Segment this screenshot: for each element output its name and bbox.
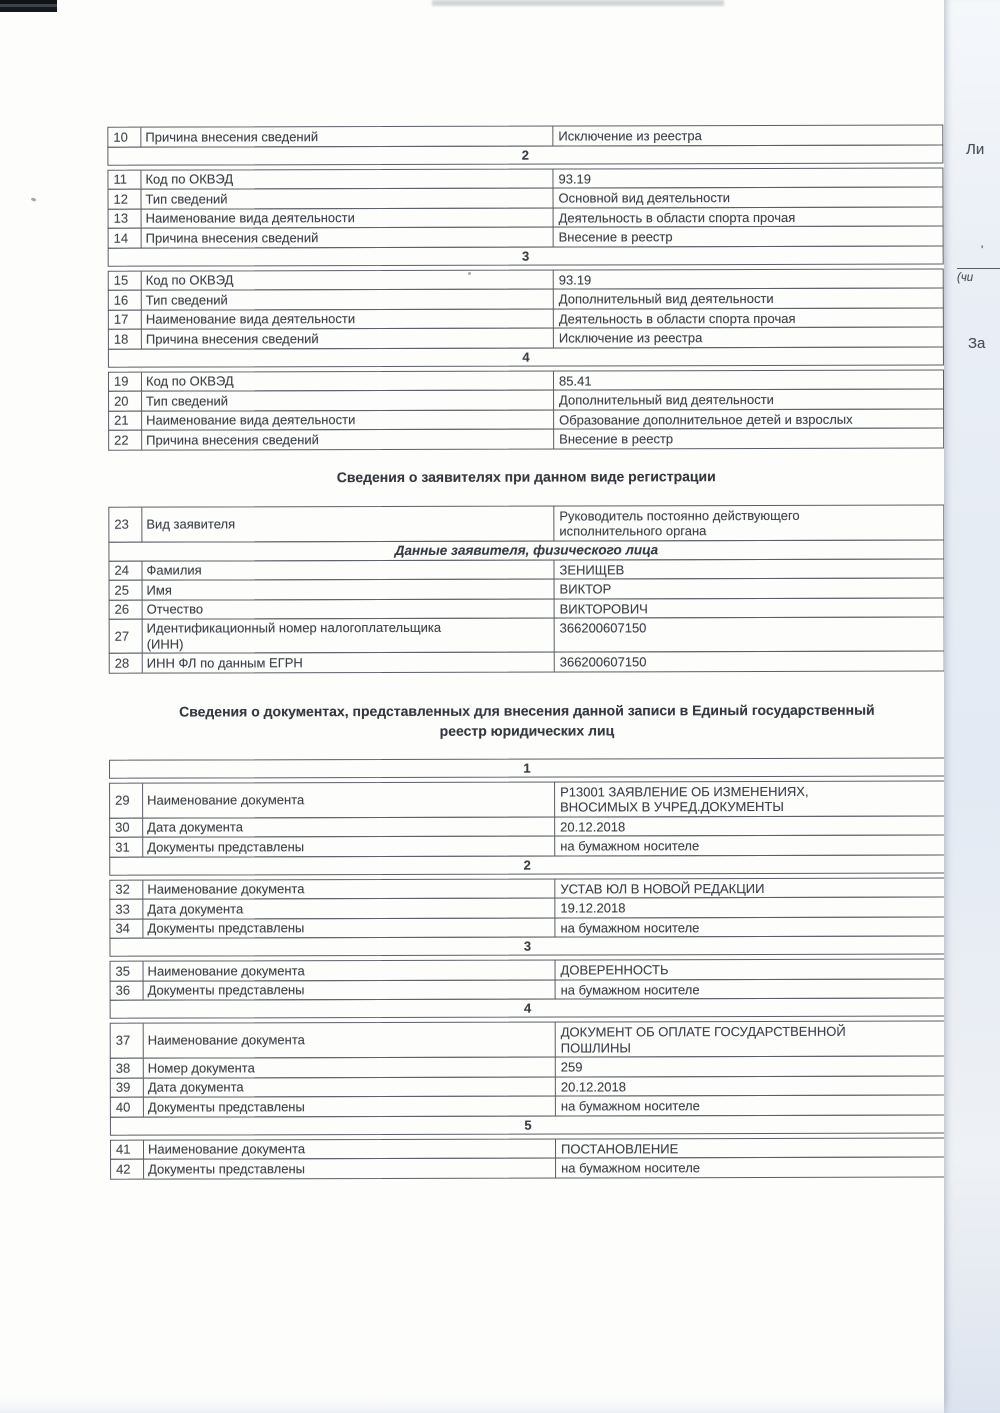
row-label: Причина внесения сведений <box>142 228 554 248</box>
row-number: 17 <box>109 310 142 329</box>
table-row <box>109 651 945 674</box>
documents-section-title-line1: Сведения о документах, представленных для внесения данной записи в Единый государственный <box>179 701 875 720</box>
table-row <box>110 1095 946 1118</box>
table-row <box>109 916 945 939</box>
row-label: Наименование документа <box>143 879 555 899</box>
table-row <box>107 187 943 210</box>
table-row <box>108 307 944 330</box>
row-number: 40 <box>111 1098 144 1117</box>
row-number: 30 <box>110 818 143 837</box>
row-label: Наименование документа <box>144 1023 556 1058</box>
table-row <box>109 835 945 858</box>
row-number: 39 <box>111 1078 144 1097</box>
row-number: 22 <box>109 431 142 450</box>
row-label: Причина внесения сведений <box>142 329 554 349</box>
row-value: ВИКТОР <box>559 581 612 597</box>
row-label: Код по ОКВЭД <box>142 270 554 290</box>
documents-table <box>109 757 946 1179</box>
row-label: Тип сведений <box>141 189 553 209</box>
row-value: Образование дополнительное детей и взрослых <box>559 411 853 428</box>
row-number: 28 <box>110 654 143 673</box>
row-number: 15 <box>109 271 142 290</box>
row-value: ЗЕНИЩЕВ <box>559 561 625 578</box>
page-bottom-shadow <box>0 1397 1000 1413</box>
row-number: 11 <box>108 170 141 189</box>
row-number: 42 <box>111 1160 144 1179</box>
row-value: Внесение в реестр <box>559 431 674 447</box>
row-value: на бумажном носителе <box>560 838 700 854</box>
row-label: Дата документа <box>144 1077 556 1097</box>
table-row <box>107 125 943 148</box>
row-number: 34 <box>110 919 143 938</box>
row-number: 10 <box>108 128 141 147</box>
row-label: Идентификационный номер налогоплательщика (ИНН) <box>143 619 555 653</box>
row-number: 24 <box>109 561 142 580</box>
table-row <box>108 327 944 350</box>
adjacent-page-text: Ли <box>966 141 985 158</box>
row-label: Наименование вида деятельности <box>142 309 554 329</box>
row-number: 20 <box>109 392 142 411</box>
row-label: Наименование документа <box>144 961 556 981</box>
table-row <box>110 1056 946 1079</box>
row-value: Исключение из реестра <box>558 128 702 144</box>
group-number-header: 2 <box>109 854 945 875</box>
row-number: 14 <box>109 229 142 248</box>
table-row <box>110 959 946 982</box>
row-value: ПОСТАНОВЛЕНИЕ <box>560 1140 679 1157</box>
row-number: 18 <box>109 330 142 349</box>
page-edge-shadow <box>944 0 1000 1413</box>
row-number: 32 <box>110 880 143 899</box>
table-row <box>108 288 944 311</box>
table-row <box>110 1021 946 1059</box>
row-number: 23 <box>109 507 142 541</box>
row-value: 93.19 <box>558 271 592 288</box>
row-number: 16 <box>109 291 142 310</box>
adjacent-page-text: За <box>968 335 986 352</box>
adjacent-page-signature-line <box>957 268 1000 269</box>
row-label: Причина внесения сведений <box>141 127 553 147</box>
applicant-data-subheader: Данные заявителя, физического лица <box>108 539 944 561</box>
row-value: 93.19 <box>558 170 592 187</box>
row-label: Документы представлены <box>144 1097 556 1117</box>
table-row <box>108 268 944 291</box>
row-value: Деятельность в области спорта прочая <box>558 310 796 327</box>
row-value: 366200607150 <box>559 654 647 670</box>
row-label: Документы представлены <box>143 837 555 857</box>
row-value: 259 <box>560 1059 583 1075</box>
row-number: 19 <box>109 372 142 391</box>
row-number: 29 <box>110 783 143 817</box>
row-number: 31 <box>110 838 143 857</box>
row-value: Внесение в реестр <box>558 229 673 245</box>
table-row <box>108 206 944 229</box>
row-value: Деятельность в области спорта прочая <box>558 209 796 226</box>
table-row <box>110 1157 946 1180</box>
row-number: 36 <box>111 981 144 1000</box>
table-row <box>108 389 944 412</box>
table-row <box>108 226 944 249</box>
row-number: 35 <box>111 962 144 981</box>
table-row <box>108 369 944 392</box>
row-value: 85.41 <box>558 372 592 389</box>
table-row <box>108 504 944 542</box>
row-number: 13 <box>109 209 142 228</box>
documents-section-title-line2: реестр юридических лиц <box>439 721 615 739</box>
row-value: 20.12.2018 <box>560 1078 626 1095</box>
row-value: на бумажном носителе <box>560 919 700 936</box>
row-label: Отчество <box>143 599 555 619</box>
row-value: УСТАВ ЮЛ В НОВОЙ РЕДАКЦИИ <box>560 880 765 897</box>
row-number: 21 <box>109 411 142 430</box>
table-row <box>108 428 944 451</box>
row-label: Наименование вида деятельности <box>142 410 554 430</box>
row-label: Код по ОКВЭД <box>142 371 554 391</box>
row-value: на бумажном носителе <box>561 1160 701 1176</box>
row-number: 25 <box>110 581 143 600</box>
row-value: на бумажном носителе <box>560 981 700 998</box>
row-value: Руководитель постоянно действующего исполнительного органа <box>559 507 800 539</box>
row-value: на бумажном носителе <box>560 1098 700 1114</box>
table-row <box>108 558 944 581</box>
row-value: 366200607150 <box>559 620 647 636</box>
adjacent-page-text: (чи <box>957 272 974 284</box>
group-number-header: 2 <box>107 144 943 165</box>
table-row <box>109 597 945 620</box>
row-label: Документы представлены <box>143 918 555 938</box>
row-value: ДОВЕРЕННОСТЬ <box>560 962 669 978</box>
table-row <box>109 617 945 654</box>
row-label: Наименование документа <box>143 782 555 817</box>
row-number: 27 <box>110 620 143 653</box>
table-row <box>110 978 946 1001</box>
row-number: 33 <box>110 900 143 919</box>
row-value: ВИКТОРОВИЧ <box>559 600 648 617</box>
row-value: 20.12.2018 <box>560 818 626 835</box>
row-value: Исключение из реестра <box>558 330 703 346</box>
group-number-header: 3 <box>109 936 945 957</box>
row-value: Основной вид деятельности <box>558 190 731 206</box>
group-number-header: 5 <box>110 1114 946 1135</box>
row-label: Фамилия <box>142 560 554 580</box>
table-row <box>109 780 945 818</box>
adjacent-page-text: ' <box>981 243 984 257</box>
applicants-table <box>108 504 944 673</box>
documents-section-title <box>109 699 945 741</box>
group-number-header: 3 <box>108 245 944 266</box>
row-label: Причина внесения сведений <box>142 430 554 450</box>
row-number: 12 <box>108 190 141 209</box>
table-row <box>110 1075 946 1098</box>
row-value: Дополнительный вид деятельности <box>558 290 774 307</box>
row-label: Код по ОКВЭД <box>141 169 553 189</box>
row-label: Наименование вида деятельности <box>142 208 554 228</box>
row-label: Имя <box>143 580 555 600</box>
row-label: Документы представлены <box>144 980 556 1000</box>
row-value: ДОКУМЕНТ ОБ ОПЛАТЕ ГОСУДАРСТВЕННОЙ ПОШЛИНЫ <box>560 1023 846 1056</box>
table-row <box>109 815 945 838</box>
group-number-header: 4 <box>110 998 946 1019</box>
row-value: Р13001 ЗАЯВЛЕНИЕ ОБ ИЗМЕНЕНИЯХ, ВНОСИМЫХ В УЧРЕД.ДОКУМЕНТЫ <box>560 783 809 815</box>
table-row <box>110 1137 946 1160</box>
table-row <box>107 167 943 190</box>
table-row <box>109 897 945 920</box>
row-value: 19.12.2018 <box>560 900 626 916</box>
row-number: 38 <box>111 1059 144 1078</box>
group-number-header: 4 <box>108 346 944 367</box>
row-label: Наименование документа <box>144 1139 556 1159</box>
row-label: Тип сведений <box>142 290 554 310</box>
row-number: 37 <box>111 1024 144 1058</box>
row-label: Вид заявителя <box>142 506 554 541</box>
row-value: Дополнительный вид деятельности <box>559 391 774 408</box>
row-label: ИНН ФЛ по данным ЕГРН <box>143 653 555 673</box>
table-row <box>108 408 944 431</box>
row-label: Дата документа <box>143 899 555 919</box>
row-number: 41 <box>111 1140 144 1159</box>
row-label: Документы представлены <box>144 1159 556 1179</box>
row-label: Дата документа <box>143 817 555 837</box>
applicants-section-title: Сведения о заявителях при данном виде регистрации <box>336 467 716 485</box>
activity-table <box>107 125 944 451</box>
row-label: Номер документа <box>144 1058 556 1078</box>
row-number: 26 <box>110 600 143 619</box>
group-number-header: 1 <box>109 757 945 778</box>
row-label: Тип сведений <box>142 391 554 411</box>
table-row <box>109 578 945 601</box>
table-row <box>109 877 945 900</box>
